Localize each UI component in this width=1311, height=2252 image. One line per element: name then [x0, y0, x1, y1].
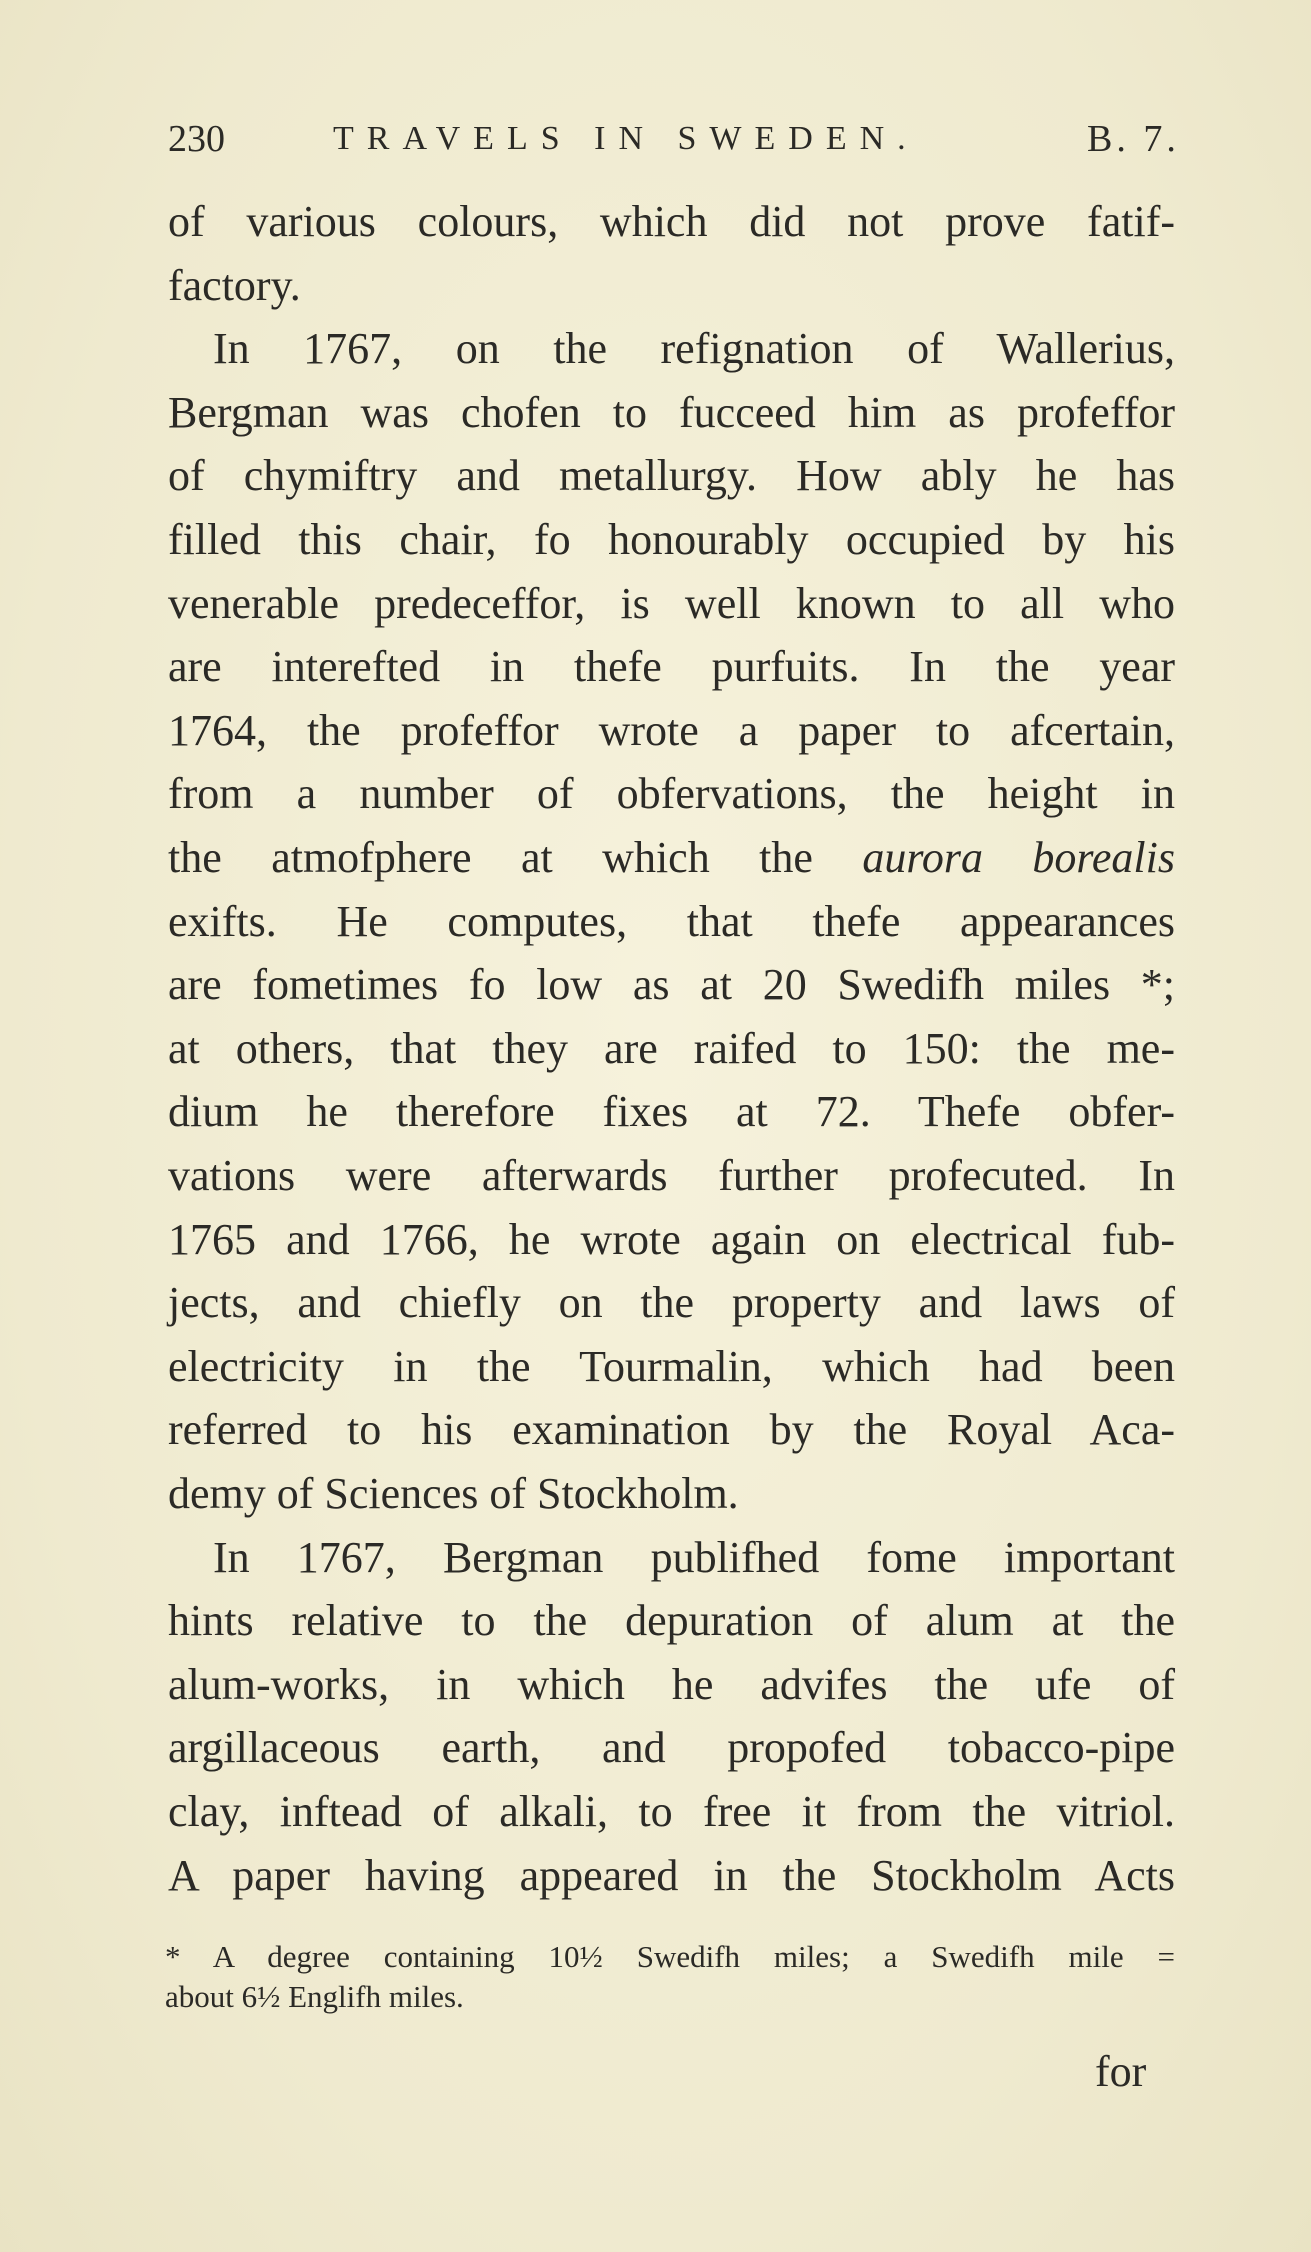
catchword: for: [1095, 2047, 1147, 2096]
page-number: 230: [168, 118, 225, 160]
text-line: clay, inftead of alkali, to free it from the vitriol.: [168, 1787, 1175, 1836]
text-line: In 1767, Bergman publifhed fome important: [213, 1532, 1175, 1582]
italic-phrase: aurora borealis: [862, 833, 1176, 882]
text-line: at others, that they are raifed to 150: the me-: [168, 1023, 1175, 1073]
text-line: A paper having appeared in the Stockholm Acts: [168, 1850, 1175, 1900]
text-line: of various colours, which did not prove fatif-: [168, 197, 1175, 246]
text-line: venerable predeceffor, is well known to all who: [168, 578, 1175, 628]
text-line: Bergman was chofen to fucceed him as profeffor: [168, 387, 1175, 437]
text-line: are fometimes fo low as at 20 Swedifh miles *;: [168, 960, 1175, 1010]
text-line: In 1767, on the refignation of Wallerius,: [213, 324, 1175, 374]
text-line: filled this chair, fo honourably occupied by his: [168, 515, 1175, 564]
text-line: 1765 and 1766, he wrote again on electrical fub-: [168, 1214, 1175, 1264]
text-line: factory.: [168, 260, 301, 310]
text-line: referred to his examination by the Royal Aca-: [168, 1405, 1175, 1455]
book-number: B. 7.: [1087, 118, 1180, 160]
text-line: hints relative to the depuration of alum at the: [168, 1596, 1175, 1646]
running-title: TRAVELS IN SWEDEN.: [333, 120, 919, 157]
text-line: alum-works, in which he advifes the ufe of: [168, 1659, 1175, 1709]
text-line: jects, and chiefly on the property and laws of: [168, 1278, 1175, 1328]
text-line: are interefted in thefe purfuits. In the year: [168, 642, 1175, 692]
footnote-line: about 6½ Englifh miles.: [165, 1979, 464, 2014]
text-line: electricity in the Tourmalin, which had been: [168, 1341, 1175, 1391]
text-line: dium he therefore fixes at 72. Thefe obfer-: [168, 1087, 1175, 1137]
text-line: from a number of obfervations, the height in: [168, 769, 1175, 819]
text-line: 1764, the profeffor wrote a paper to afcertain,: [168, 705, 1175, 755]
footnote-line: * A degree containing 10½ Swedifh miles; a Swedifh mile =: [165, 1939, 1175, 1974]
text-line: vations were afterwards further profecuted. In: [168, 1151, 1175, 1200]
text-line: demy of Sciences of Stockholm.: [168, 1469, 739, 1518]
text-segment: the atmofphere at which the: [168, 833, 813, 882]
text-line: of chymiftry and metallurgy. How ably he has: [168, 451, 1175, 501]
text-line: exifts. He computes, that thefe appearances: [168, 896, 1175, 946]
text-line: argillaceous earth, and propofed tobacco-pipe: [168, 1723, 1175, 1773]
text-line: [168, 828, 1175, 888]
